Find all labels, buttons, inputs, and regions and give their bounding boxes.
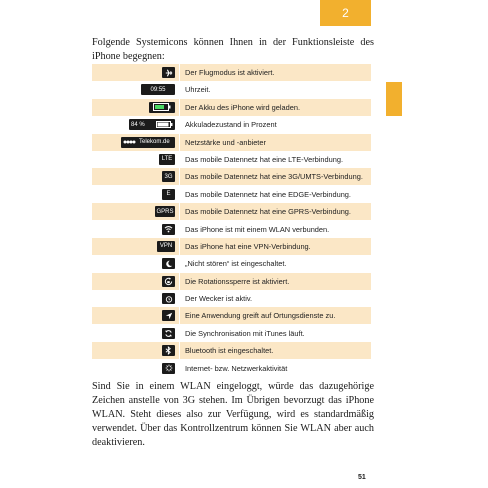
row-description: Das mobile Datennetz hat eine 3G/UMTS-Verbindung.: [180, 168, 371, 185]
table-row: [92, 221, 371, 238]
side-thumb-tab: [386, 82, 402, 116]
bluetooth-icon: [162, 345, 175, 356]
rotation-lock-icon: [162, 276, 175, 287]
table-row: [92, 238, 371, 255]
signal-dots-icon: [123, 140, 137, 144]
row-description: Das mobile Datennetz hat eine EDGE-Verbindung.: [180, 186, 371, 203]
row-description: Uhrzeit.: [180, 81, 371, 98]
table-row: [92, 360, 371, 377]
system-icons-table: [92, 64, 371, 377]
table-row: [92, 273, 371, 290]
row-description: Das mobile Datennetz hat eine LTE-Verbindung.: [180, 151, 371, 168]
vpn-badge: VPN: [157, 241, 175, 252]
edge-badge: E: [162, 189, 175, 200]
row-description: Der Akku des iPhone wird geladen.: [180, 99, 371, 116]
carrier-name: Telekom.de: [139, 139, 170, 146]
table-row: [92, 151, 371, 168]
row-description: Das mobile Datennetz hat eine GPRS-Verbindung.: [180, 203, 371, 220]
table-row: [92, 134, 371, 151]
chapter-number: 2: [342, 6, 349, 20]
location-arrow-icon: [162, 310, 175, 321]
outro-paragraph: Sind Sie in einem WLAN eingeloggt, würde das dazugehörige Zeichen anstelle von 3G stehen. Im Übrigen bevorzugt das iPhone WLAN. Steht dieses also zur Verfügung, wird es standardmäßig verwendet. Über das Kontrollzentrum können Sie WLAN aber auch deaktivieren.: [92, 381, 374, 448]
row-description: Akkuladezustand in Prozent: [180, 116, 371, 133]
table-row: [92, 255, 371, 272]
table-row: [92, 325, 371, 342]
clock-badge: 09:55: [141, 84, 175, 95]
table-row: [92, 290, 371, 307]
row-description: Der Flugmodus ist aktiviert.: [180, 64, 371, 81]
network-activity-icon: [162, 363, 175, 374]
table-row: [92, 81, 371, 98]
row-description: Die Synchronisation mit iTunes läuft.: [180, 325, 371, 342]
gprs-badge: GPRS: [155, 206, 175, 217]
signal-carrier-badge: [121, 137, 175, 148]
battery-percent-badge: [129, 119, 175, 130]
table-row: [92, 307, 371, 324]
row-description: Internet- bzw. Netzwerkaktivität: [180, 360, 371, 377]
row-description: Der Wecker ist aktiv.: [180, 290, 371, 307]
table-row: [92, 203, 371, 220]
table-row: [92, 116, 371, 133]
battery-charging-icon: [149, 102, 175, 113]
battery-percent-text: 84 %: [131, 121, 145, 128]
row-description: Die Rotationssperre ist aktiviert.: [180, 273, 371, 290]
table-row: [92, 168, 371, 185]
row-description: Bluetooth ist eingeschaltet.: [180, 342, 371, 359]
table-row: [92, 186, 371, 203]
row-description: Das iPhone hat eine VPN-Verbindung.: [180, 238, 371, 255]
table-row: [92, 64, 371, 81]
table-row: [92, 99, 371, 116]
moon-icon: [162, 258, 175, 269]
lte-badge: LTE: [159, 154, 175, 165]
airplane-icon: [162, 67, 175, 78]
row-description: „Nicht stören“ ist eingeschaltet.: [180, 255, 371, 272]
wifi-icon: [162, 224, 175, 235]
table-row: [92, 342, 371, 359]
alarm-clock-icon: [162, 293, 175, 304]
3g-badge: 3G: [162, 171, 175, 182]
row-description: Das iPhone ist mit einem WLAN verbunden.: [180, 221, 371, 238]
chapter-tab: [320, 0, 371, 26]
page-number: 51: [358, 474, 366, 481]
row-description: Eine Anwendung greift auf Ortungsdienste zu.: [180, 307, 371, 324]
intro-paragraph: Folgende Systemicons können Ihnen in der Funktionsleiste des iPhone begegnen:: [92, 37, 374, 62]
row-description: Netzstärke und -anbieter: [180, 134, 371, 151]
sync-icon: [162, 328, 175, 339]
